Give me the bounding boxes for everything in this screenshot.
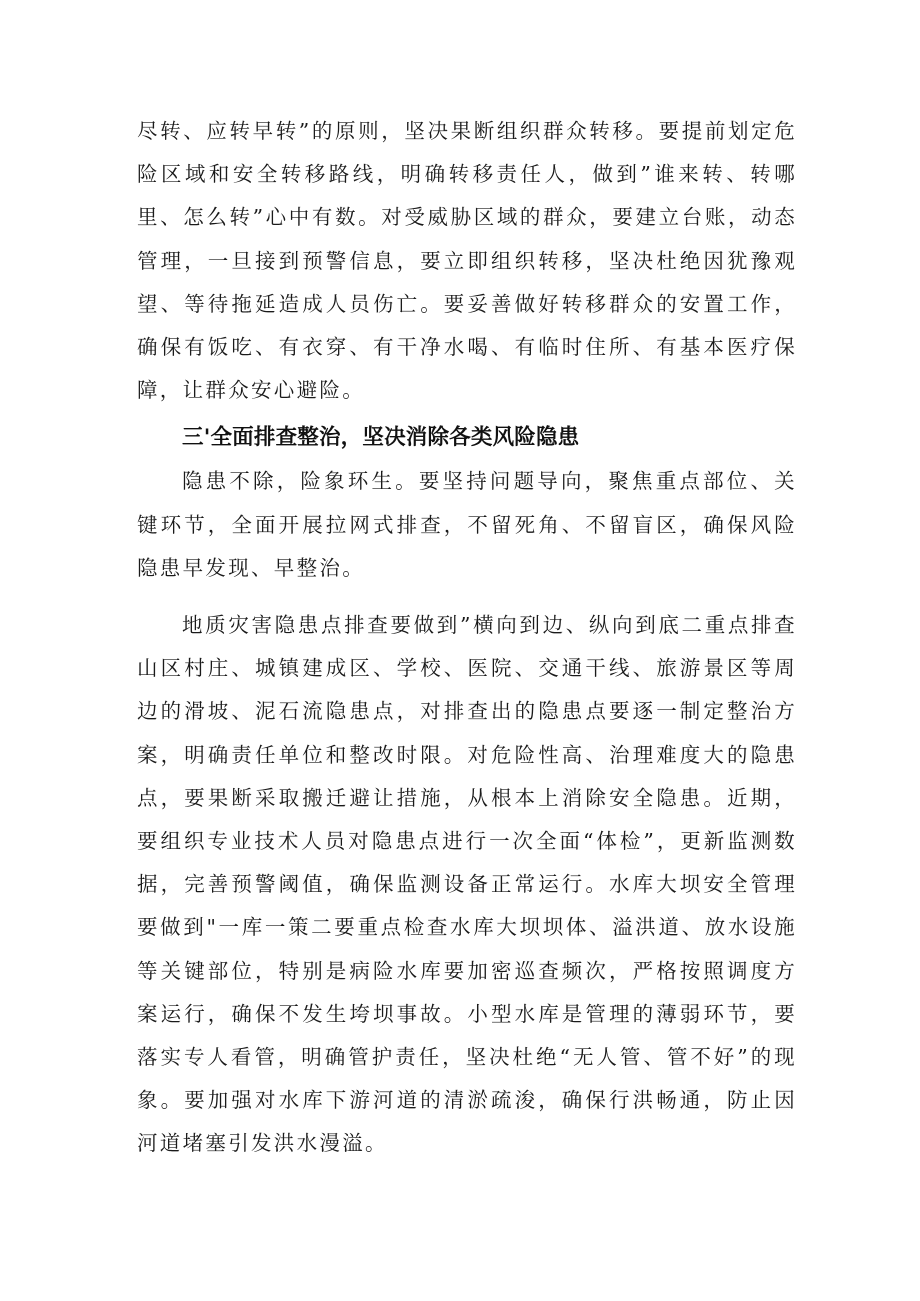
paragraph-geological-reservoir: 地质灾害隐患点排查要做到”横向到边、纵向到底二重点排查山区村庄、城镇建成区、学校、医院、交通干线、旅游景区等周边的滑坡、泥石流隐患点，对排查出的隐患点要逐一制定整治方案，明确责任单位和整改时限。对危险性高、治理难度大的隐患点，要果断采取搬迁避让措施，从根本上消除安全隐患。近期，要组织专业技术人员对隐患点进行一次全面“体检”，更新监测数据，完善预警阈值，确保监测设备正常运行。水库大坝安全管理要做到"一库一策二要重点检查水库大坝坝体、溢洪道、放水设施等关键部位，特别是病险水库要加密巡查频次，严格按照调度方案运行，确保不发生垮坝事故。小型水库是管理的薄弱环节，要落实专人看管，明确管护责任，坚决杜绝“无人管、管不好”的现象。要加强对水库下游河道的清淤疏浚，确保行洪畅通，防止因河道堵塞引发洪水漫溢。 bbox=[137, 613, 797, 1156]
document-body bbox=[137, 110, 797, 1166]
paragraph-evacuation: 尽转、应转早转”的原则，坚决果断组织群众转移。要提前划定危险区域和安全转移路线，明确转移责任人，做到”谁来转、转哪里、怎么转”心中有数。对受威胁区域的群众，要建立台账，动态管理，一旦接到预警信息，要立即组织转移，坚决杜绝因犹豫观望、等待拖延造成人员伤亡。要妥善做好转移群众的安置工作，确保有饭吃、有衣穿、有干净水喝、有临时住所、有基本医疗保障，让群众安心避险。 bbox=[137, 119, 797, 403]
paragraph-hazard-intro: 隐患不除，险象环生。要坚持问题导向，聚焦重点部位、关键环节，全面开展拉网式排查，不留死角、不留盲区，确保风险隐患早发现、早整治。 bbox=[137, 469, 797, 580]
section-heading-three: 三'全面排查整治，坚决消除各类风险隐患 bbox=[182, 425, 580, 451]
